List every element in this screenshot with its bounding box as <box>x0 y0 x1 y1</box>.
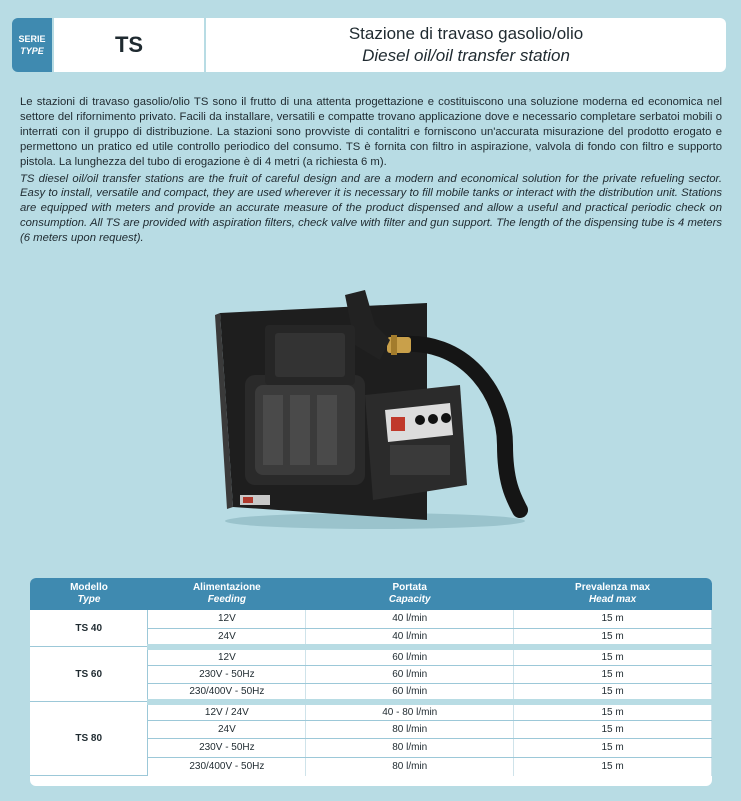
product-photo <box>205 285 545 535</box>
feeding-cell: 230V - 50Hz <box>148 739 306 757</box>
model-cell: TS 40 <box>30 610 148 647</box>
page-header <box>12 18 726 72</box>
description-italian: Le stazioni di travaso gasolio/olio TS sono il frutto di una attenta progettazione e costituiscono una soluzione moderna ed economica nel settore del rifornimento privato. Facili da installare, versatili e compatte trovano applicazione dove e necessario completare serbatoi mobili o interrati con il gruppo di distribuzione. La stazioni sono provviste di contalitri e forniscono un'accurata misurazione del prodotto erogato e permettono un pratico ed utile controllo periodico del consumo. TS è fornita con filtro in aspirazione, valvola di fondo con filtro e supporto pistola. La lunghezza del tubo di erogazione è di 4 metri (a richiesta 6 m). <box>20 96 722 168</box>
head-cell: 15 m <box>514 739 712 757</box>
head-cell: 15 m <box>514 610 712 628</box>
feeding-cell: 230/400V - 50Hz <box>148 757 306 775</box>
feeding-cell: 12V <box>148 610 306 628</box>
head-cell: 15 m <box>514 684 712 702</box>
head-cell: 15 m <box>514 647 712 665</box>
head-cell: 15 m <box>514 665 712 683</box>
feeding-cell: 24V <box>148 628 306 646</box>
title-italian: Stazione di travaso gasolio/olio <box>348 24 584 43</box>
feeding-cell: 24V <box>148 720 306 738</box>
header-feeding: Alimentazione Feeding <box>148 578 306 610</box>
feeding-cell: 230V - 50Hz <box>148 665 306 683</box>
feeding-cell: 12V / 24V <box>148 702 306 720</box>
head-cell: 15 m <box>514 720 712 738</box>
serie-type-badge <box>12 18 52 72</box>
capacity-cell: 40 l/min <box>306 628 514 646</box>
title-english: Diesel oil/oil transfer station <box>362 46 570 65</box>
header-capacity: Portata Capacity <box>306 578 514 610</box>
capacity-cell: 60 l/min <box>306 684 514 702</box>
capacity-cell: 80 l/min <box>306 720 514 738</box>
table-row <box>30 647 712 665</box>
description <box>20 95 722 246</box>
description-english: TS diesel oil/oil transfer stations are the fruit of careful design and are a modern and economical solution for the private refueling sector. Easy to install, versatile and compact, they are used wherever it is necessary to fill mobile tanks or interact with the distribution unit. Stations are equipped with meters and provide an accurate measure of the product dispensed and allow a useful and practical periodic check on consumption. All TS are provided with aspiration filters, check valve with filter and gun support. The length of the dispensing tube is 4 meters (6 meters upon request). <box>20 172 722 245</box>
table-header-row <box>30 578 712 610</box>
feeding-cell: 12V <box>148 647 306 665</box>
capacity-cell: 40 l/min <box>306 610 514 628</box>
page-title <box>206 18 726 72</box>
capacity-cell: 60 l/min <box>306 665 514 683</box>
capacity-cell: 40 - 80 l/min <box>306 702 514 720</box>
model-cell: TS 60 <box>30 647 148 702</box>
head-cell: 15 m <box>514 702 712 720</box>
specs-table <box>30 578 712 786</box>
header-model: Modello Type <box>30 578 148 610</box>
specs-table-grid <box>30 578 712 776</box>
table-row <box>30 702 712 720</box>
head-cell: 15 m <box>514 757 712 775</box>
header-head: Prevalenza max Head max <box>514 578 712 610</box>
capacity-cell: 80 l/min <box>306 739 514 757</box>
head-cell: 15 m <box>514 628 712 646</box>
serie-label: SERIE <box>18 34 46 44</box>
capacity-cell: 80 l/min <box>306 757 514 775</box>
type-label: TYPE <box>20 46 44 56</box>
model-cell: TS 80 <box>30 702 148 776</box>
table-row <box>30 610 712 628</box>
capacity-cell: 60 l/min <box>306 647 514 665</box>
transfer-station-image <box>205 285 545 535</box>
feeding-cell: 230/400V - 50Hz <box>148 684 306 702</box>
series-code: TS <box>54 18 204 72</box>
